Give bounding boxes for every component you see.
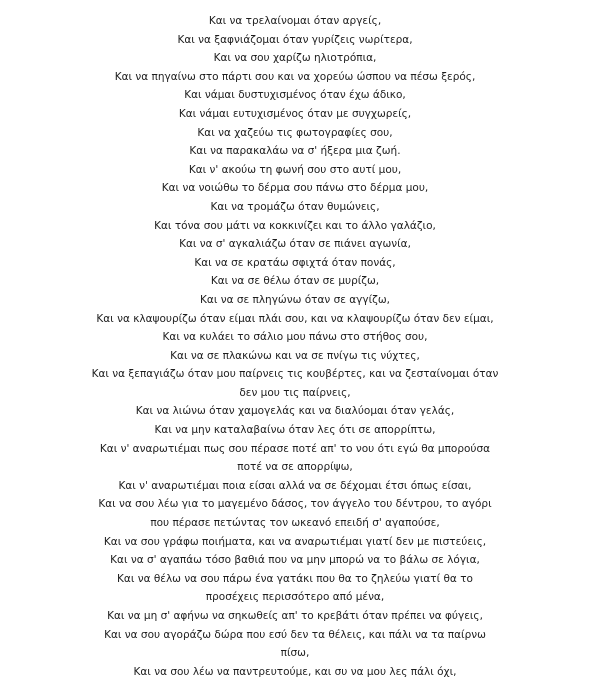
poem-line: Και να σε κρατάω σφιχτά όταν πονάς, [194,256,396,269]
poem-line: πίσω, [280,647,310,660]
poem-line: Και να σου λέω για το μαγεμένο δάσος, τον άγγελο του δέντρου, το αγόρι [98,498,492,511]
poem-line: Και να μην καταλαβαίνω όταν λες ότι σε απορρίπτω, [154,424,436,437]
poem-line: που πέρασε πετώντας τον ωκεανό επειδή σ' αγαπούσε, [150,517,440,530]
poem-line: Και να τρομάζω όταν θυμώνεις, [210,200,380,213]
poem-line: Και να κλαψουρίζω όταν είμαι πλάι σου, και να κλαψουρίζω όταν δεν είμαι, [96,312,494,325]
poem-line: Και ν' αναρωτιέμαι ποια είσαι αλλά να σε δέχομαι έτσι όπως είσαι, [118,479,472,492]
poem-line: Και να σου χαρίζω ηλιοτρόπια, [213,52,377,65]
poem-line: Και να σ' αγαπάω τόσο βαθιά που να μην μπορώ να το βάλω σε λόγια, [110,554,480,567]
poem-line: δεν μου τις παίρνεις, [239,386,351,399]
poem-line: Και ν' ακούω τη φωνή σου στο αυτί μου, [188,163,402,176]
poem-line: Και ν' αναρωτιέμαι πως σου πέρασε ποτέ απ' το νου ότι εγώ θα μπορούσα [99,442,491,455]
poem-line: Και να πηγαίνω στο πάρτι σου και να χορεύω ώσπου να πέσω ξερός, [114,70,476,83]
poem-line: Και να σε θέλω όταν σε μυρίζω, [210,275,380,288]
poem-line: προσέχεις περισσότερο από μένα, [205,591,385,604]
poem-line: Και να μη σ' αφήνω να σηκωθείς απ' το κρεβάτι όταν πρέπει να φύγεις, [107,610,483,622]
poem-line: Και να σου λέω να παντρευτούμε, και συ να μου λες πάλι όχι, [133,665,457,678]
poem-line: Και τόνα σου μάτι να κοκκινίζει και το άλλο γαλάζιο, [154,219,436,232]
poem-line: Και νάμαι ευτυχισμένος όταν με συγχωρείς, [178,107,412,120]
poem-line: Και να παρακαλάω να σ' ήξερα μια ζωή. [189,145,401,158]
poem-text [40,12,550,681]
poem-line: Και να χαζεύω τις φωτογραφίες σου, [197,126,393,139]
poem-line: Και να λιώνω όταν χαμογελάς και να διαλύομαι όταν γελάς, [135,405,455,418]
poem-line: Και να σ' αγκαλιάζω όταν σε πιάνει αγωνία, [179,238,411,251]
poem-line: Και να τρελαίνομαι όταν αργείς, [208,15,382,27]
poem-line: Και να σου αγοράζω δώρα που εσύ δεν τα θέλεις, και πάλι να τα παίρνω [104,628,486,641]
poem-line: Και να νοιώθω το δέρμα σου πάνω στο δέρμα μου, [161,182,429,195]
poem-line: Και να σου γράφω ποιήματα, και να αναρωτιέμαι γιατί δεν με πιστεύεις, [103,535,487,548]
poem-line: Και νάμαι δυστυχισμένος όταν έχω άδικο, [184,89,406,102]
poem-line: Και να σε πληγώνω όταν σε αγγίζω, [200,293,390,306]
poem-line: ποτέ να σε απορρίψω, [237,461,353,474]
poem-line: Και να ξαφνιάζομαι όταν γυρίζεις νωρίτερα, [177,33,413,46]
poem-line: Και να ξεπαγιάζω όταν μου παίρνεις τις κουβέρτες, και να ζεσταίνομαι όταν [91,368,499,381]
poem-line: Και να θέλω να σου πάρω ένα γατάκι που θα το ζηλεύω γιατί θα το [117,572,473,585]
poem-line: Και να σε πλακώνω και να σε πνίγω τις νύχτες, [170,349,420,362]
poem-line: Και να κυλάει το σάλιο μου πάνω στο στήθος σου, [162,331,428,344]
